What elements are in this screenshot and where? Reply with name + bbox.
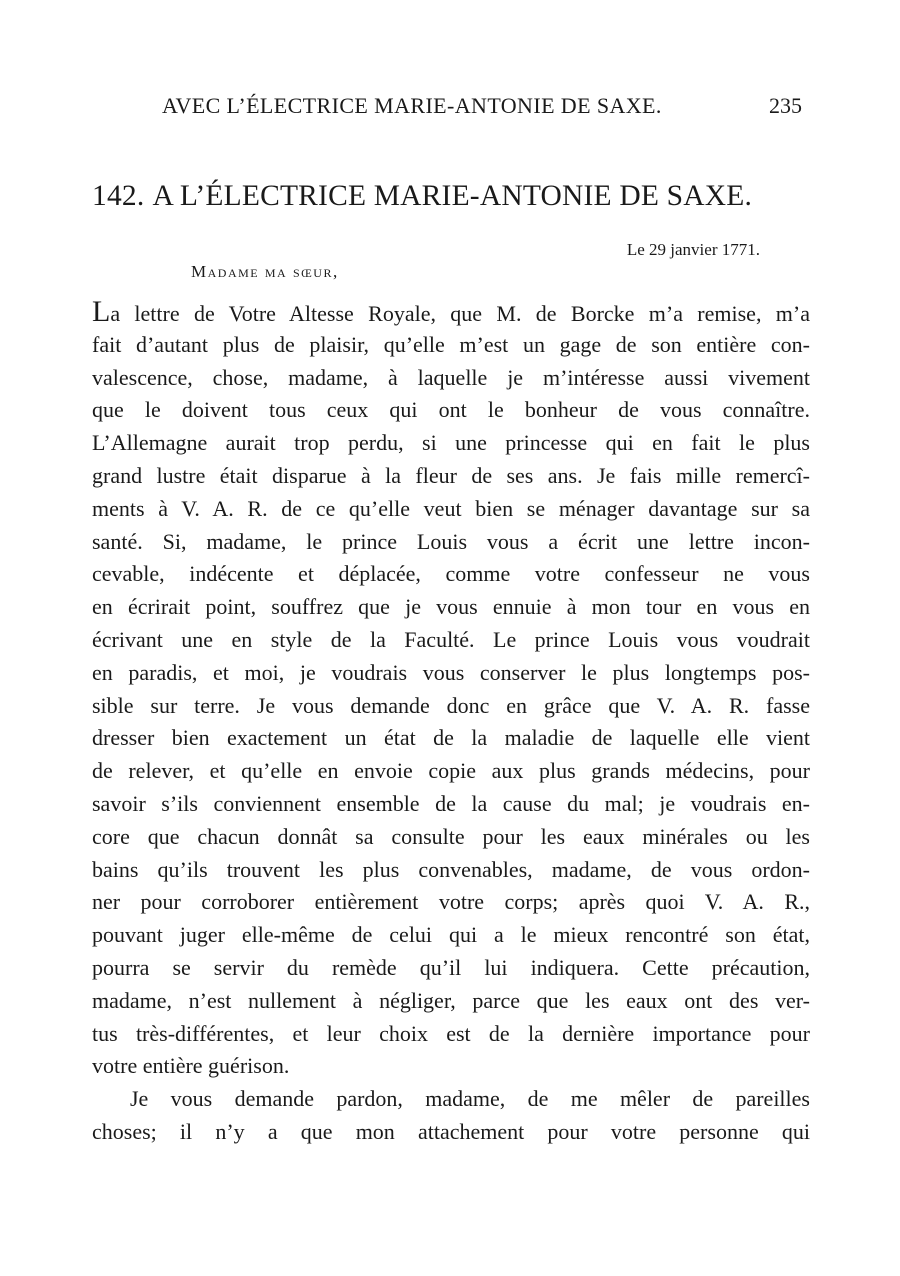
body-line: écrivant une en style de la Faculté. Le prince Louis vous voudrait (92, 626, 810, 652)
letter-date: Le 29 janvier 1771. (626, 240, 760, 259)
body-line: en écrirait point, souffrez que je vous ennuie à mon tour en vous en (92, 594, 810, 620)
letter-title: A L’ÉLECTRICE MARIE-ANTONIE DE SAXE. (152, 180, 753, 212)
body-line: cevable, indécente et déplacée, comme votre confesseur ne vous (92, 561, 810, 587)
body-line: valescence, chose, madame, à laquelle je m’intéresse aussi vivement (92, 364, 810, 390)
body-line: choses; il n’y a que mon attachement pour votre personne qui (92, 1118, 810, 1144)
body-line: dresser bien exactement un état de la maladie de laquelle elle vient (92, 725, 810, 751)
body-line: core que chacun donnât sa consulte pour les eaux minérales ou les (92, 823, 810, 849)
running-head (162, 93, 802, 125)
body-line: santé. Si, madame, le prince Louis vous a écrit une lettre incon- (92, 528, 810, 554)
letter-heading (92, 180, 804, 213)
letter-number: 142. (92, 180, 145, 212)
body-line: L’Allemagne aurait trop perdu, si une princesse qui en fait le plus (92, 430, 810, 456)
body-line: La lettre de Votre Altesse Royale, que M. de Borcke m’a remise, m’a (92, 296, 810, 328)
salutation: Madame ma sœur, (191, 262, 339, 281)
page-number: 235 (769, 93, 802, 118)
body-line: sible sur terre. Je vous demande donc en grâce que V. A. R. fasse (92, 692, 810, 718)
body-line: madame, n’est nullement à négliger, parce que les eaux ont des ver- (92, 987, 810, 1013)
body-line: ner pour corroborer entièrement votre corps; après quoi V. A. R., (92, 889, 810, 915)
body-line: Je vous demande pardon, madame, de me mêler de pareilles (130, 1086, 810, 1112)
running-head-title: AVEC L’ÉLECTRICE MARIE-ANTONIE DE SAXE. (162, 93, 662, 118)
body-line: pouvant juger elle-même de celui qui a le mieux rencontré son état, (92, 922, 810, 948)
body-line: en paradis, et moi, je voudrais vous conserver le plus longtemps pos- (92, 659, 810, 685)
body-line: bains qu’ils trouvent les plus convenables, madame, de vous ordon- (92, 856, 810, 882)
body-line: de relever, et qu’elle en envoie copie aux plus grands médecins, pour (92, 758, 810, 784)
body-line: fait d’autant plus de plaisir, qu’elle m’est un gage de son entière con- (92, 331, 810, 357)
drop-cap: L (92, 296, 111, 328)
body-line: que le doivent tous ceux qui ont le bonheur de vous connaître. (92, 397, 810, 423)
body-line: savoir s’ils conviennent ensemble de la cause du mal; je voudrais en- (92, 790, 810, 816)
body-line: votre entière guérison. (92, 1053, 290, 1079)
body-line: tus très-différentes, et leur choix est de la dernière importance pour (92, 1020, 810, 1046)
body-line: pourra se servir du remède qu’il lui indiquera. Cette précaution, (92, 954, 810, 980)
body-line: ments à V. A. R. de ce qu’elle veut bien se ménager davantage sur sa (92, 495, 810, 521)
letter-body (92, 296, 810, 1149)
body-line: grand lustre était disparue à la fleur de ses ans. Je fais mille remercî- (92, 462, 810, 488)
